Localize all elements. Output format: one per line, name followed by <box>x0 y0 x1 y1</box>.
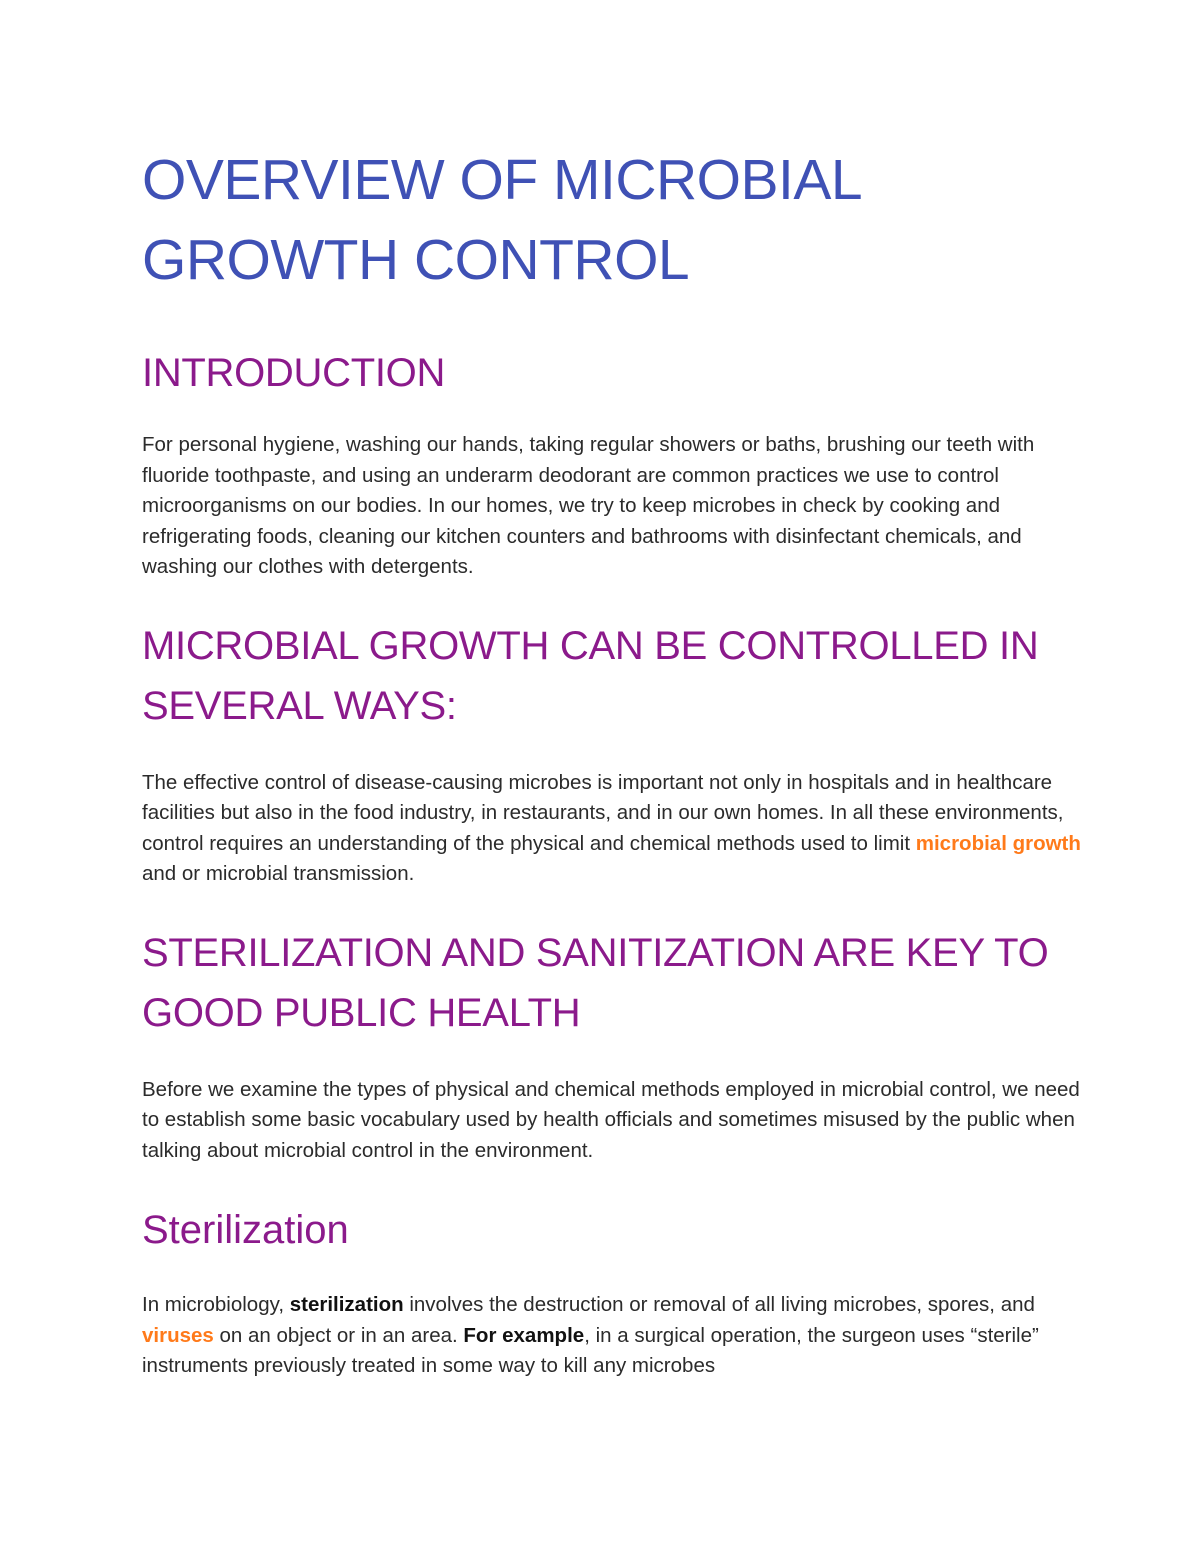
heading-control-ways: MICROBIAL GROWTH CAN BE CONTROLLED IN SEVERAL WAYS: <box>142 623 1039 728</box>
term-sterilization: sterilization <box>289 1293 404 1316</box>
microbial-growth-link[interactable]: microbial growth <box>915 831 1081 855</box>
paragraph-text: In microbiology, <box>142 1293 290 1316</box>
paragraph-text: , in a surgical operation, the surgeon uses “sterile” instruments previously treated in some way to kill any microbes <box>142 1323 1039 1377</box>
paragraph-text: and or microbial transmission. <box>142 862 415 885</box>
paragraph-text: on an object or in an area. <box>213 1323 464 1347</box>
paragraph-introduction: For personal hygiene, washing our hands, taking regular showers or baths, brushing our teeth with fluoride toothpaste, and using an underarm deodorant are common practices we use to control microorganisms on our bodies. In our homes, we try to keep microbes in check by cooking and refrigerating foods, cleaning our kitchen counters and bathrooms with disinfectant chemicals, and washing our clothes with detergents. <box>142 433 1035 578</box>
document-title: OVERVIEW OF MICROBIAL GROWTH CONTROL <box>142 148 860 292</box>
paragraph-sterilization <box>142 1290 1082 1382</box>
paragraph-control-ways <box>142 768 1082 890</box>
viruses-link[interactable]: viruses <box>142 1323 214 1347</box>
heading-introduction: INTRODUCTION <box>142 351 446 395</box>
paragraph-text: The effective control of disease-causing microbes is important not only in hospitals and in healthcare facilities but also in the food industry, in restaurants, and in our own homes. In all these environments, control requires an understanding of the physical and chemical methods used to limit <box>142 770 1064 855</box>
paragraph-text: involves the destruction or removal of all living microbes, spores, and <box>403 1293 1035 1316</box>
heading-sterilization: Sterilization <box>142 1208 349 1252</box>
for-example-label: For example <box>463 1323 585 1347</box>
heading-sterilization-sanitization: STERILIZATION AND SANITIZATION ARE KEY TO GOOD PUBLIC HEALTH <box>142 930 1049 1035</box>
paragraph-vocabulary: Before we examine the types of physical and chemical methods employed in microbial control, we need to establish some basic vocabulary used by health officials and sometimes misused by the public when talking about microbial control in the environment. <box>142 1077 1080 1162</box>
document-page <box>142 140 1082 1382</box>
